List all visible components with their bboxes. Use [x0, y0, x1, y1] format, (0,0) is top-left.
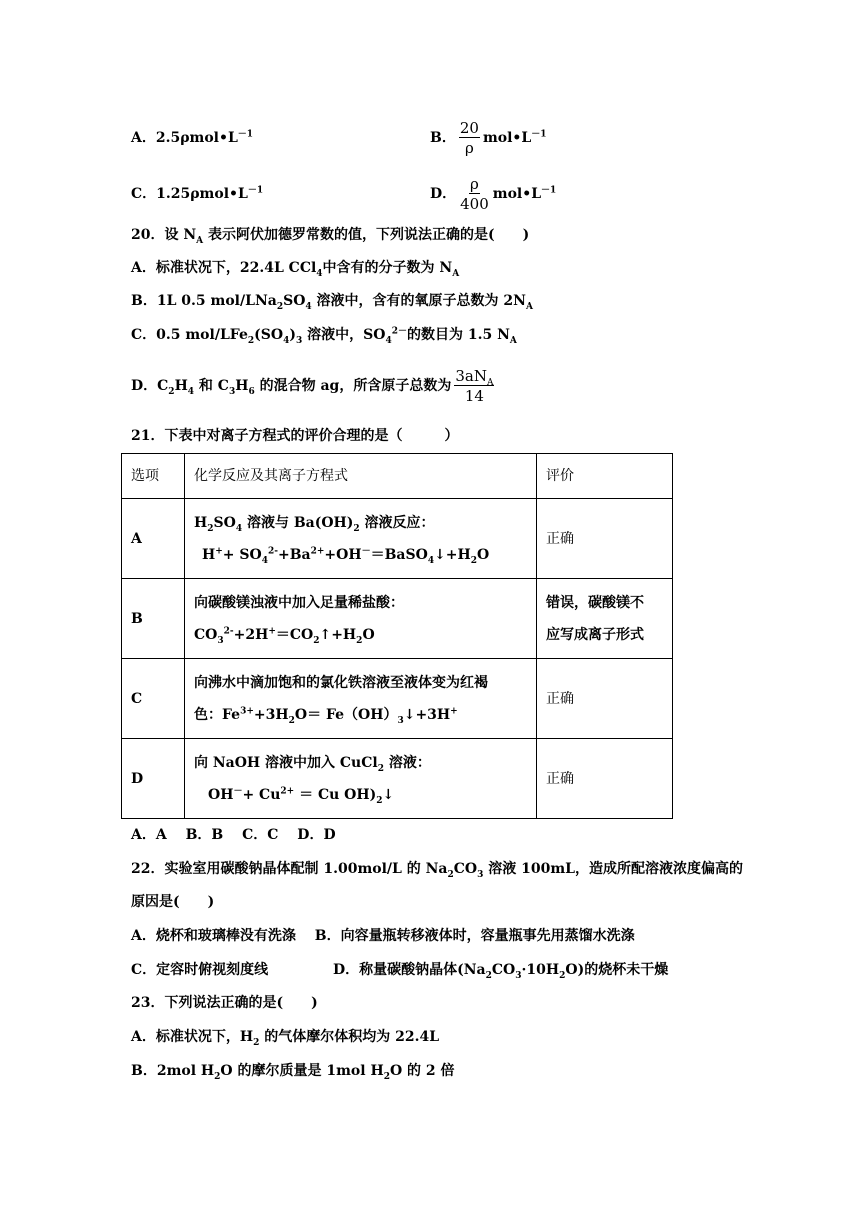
- q20-option-d: D．$C_2H_4$ 和 $C_3H_6$ 的混合物 ag，所含原子总数为 $\frac{3aN_A}{14}$: [131, 367, 494, 405]
- q20-option-a: A．标准状况下，22.4L CCl$_4$中含有的分子数为 $N_A$: [131, 260, 460, 279]
- q22-stem-line1: 22．实验室用碳酸钠晶体配制 1.00mol/L 的 $Na_2CO_3$ 溶液 100mL，造成所配溶液浓度偏高的: [131, 861, 744, 880]
- q19-option-b: B． $\frac{20}{\rho}$ $mol•L^{-1}$: [430, 119, 547, 157]
- q20-option-b: B．1L 0.5 mol/$LNa_2SO_4$ 溶液中，含有的氧原子总数为 $2N_A$: [131, 293, 533, 312]
- q21-options: A．A B．B C．C D．D: [131, 827, 336, 843]
- header-evaluation: 评价: [537, 454, 673, 499]
- q22-option-d: D．称量碳酸钠晶体$(Na_2CO_3\cdot 10H_2O)$的烧杯未干燥: [333, 962, 669, 981]
- q22-stem-line2: 原因是( ): [131, 894, 215, 910]
- fraction: $\frac{20}{\rho}$: [459, 119, 479, 157]
- fraction: $\frac{\rho}{400}$: [460, 175, 489, 213]
- table-row: [122, 499, 673, 579]
- q20-option-c: C．0.5 mol/$LFe_2(SO_4)_3$ 溶液中，$SO_4^{2-}$的数目为 1.5 $N_A$: [131, 326, 517, 346]
- row-option: C: [122, 659, 185, 739]
- table-row: [122, 659, 673, 739]
- row-reaction: $H_2SO_4$ 溶液与 $Ba(OH)_2$ 溶液反应： $H^++ SO_4^{2-}+Ba^{2+}+OH^-=BaSO_4↓+H_2O$: [185, 499, 537, 579]
- q21-stem: 21．下表中对离子方程式的评价合理的是（ ）: [131, 428, 459, 444]
- q23-option-a: A．标准状况下，$H_2$ 的气体摩尔体积均为 22.4L: [131, 1029, 440, 1048]
- header-option: 选项: [122, 454, 185, 499]
- row-reaction: 向沸水中滴加饱和的氯化铁溶液至液体变为红褐 色：$Fe^{3+}+3H_2O=$ $Fe(OH)_3↓+3H^+$: [185, 659, 537, 739]
- table-row: [122, 739, 673, 819]
- q22-option-c: C．定容时俯视刻度线: [131, 962, 269, 978]
- row-option: B: [122, 579, 185, 659]
- row-evaluation: 错误，碳酸镁不 应写成离子形式: [537, 579, 673, 659]
- header-reaction: 化学反应及其离子方程式: [185, 454, 537, 499]
- q19-option-d: D． $\frac{\rho}{400}$ $mol•L^{-1}$: [430, 175, 557, 213]
- q19-option-c: C．$1.25\rho mol•L^{-1}$: [131, 185, 264, 202]
- q23-stem: 23．下列说法正确的是( ): [131, 995, 318, 1011]
- row-evaluation: 正确: [537, 499, 673, 579]
- fraction: $\frac{3aN_A}{14}$: [455, 367, 494, 405]
- table-row: [122, 579, 673, 659]
- row-reaction: 向碳酸镁浊液中加入足量稀盐酸： $CO_3^{2-}+2H^+=CO_2↑+H_2O$: [185, 579, 537, 659]
- row-evaluation: 正确: [537, 739, 673, 819]
- row-evaluation: 正确: [537, 659, 673, 739]
- row-option: D: [122, 739, 185, 819]
- row-reaction: 向 NaOH 溶液中加入 CuCl$_2$ 溶液： $OH^-+ Cu^{2+} = Cu$ $OH)_2↓$: [185, 739, 537, 819]
- q22-options-ab: A．烧杯和玻璃棒没有洗涤 B．向容量瓶转移液体时，容量瓶事先用蒸馏水洗涤: [131, 928, 635, 944]
- q19-option-a: A．$2.5\rho mol•L^{-1}$: [131, 129, 254, 146]
- q23-option-b: B．2mol $H_2O$ 的摩尔质量是 1mol $H_2O$ 的 2 倍: [131, 1063, 455, 1082]
- table-header-row: [122, 454, 673, 499]
- row-option: A: [122, 499, 185, 579]
- q21-table: [121, 453, 673, 819]
- q20-stem: 20．设 $N_A$ 表示阿伏加德罗常数的值，下列说法正确的是( ): [131, 227, 530, 246]
